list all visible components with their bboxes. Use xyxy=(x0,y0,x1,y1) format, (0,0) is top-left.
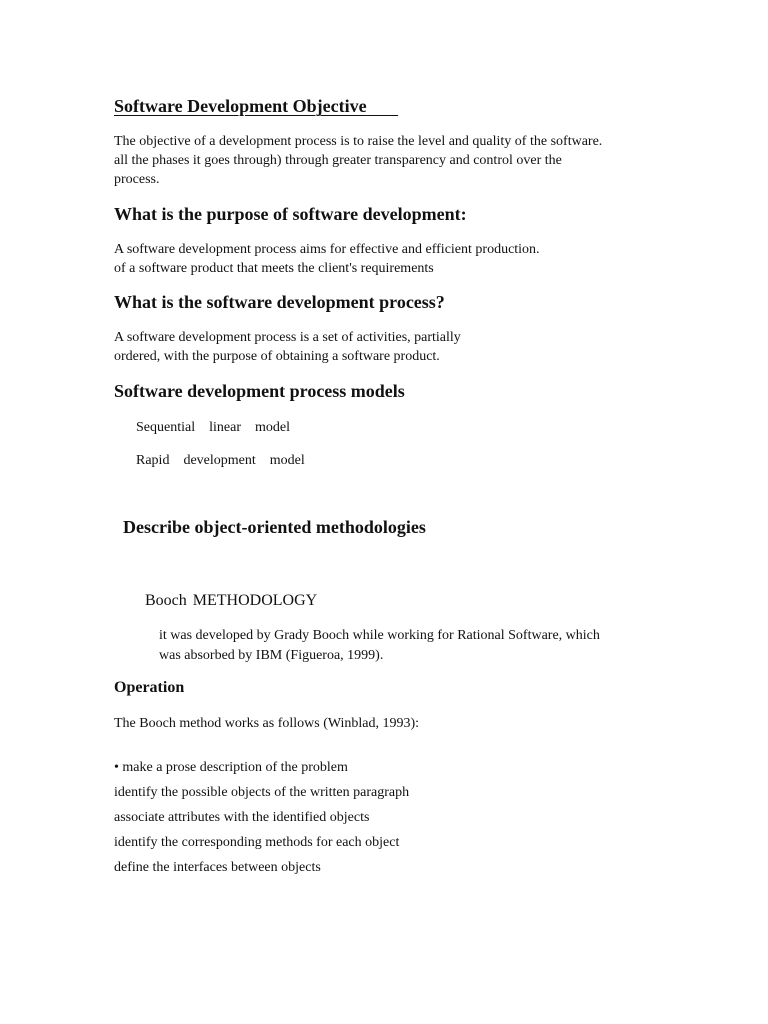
booch-line: was absorbed by IBM (Figueroa, 1999). xyxy=(159,648,384,663)
models-heading: Software development process models xyxy=(114,381,405,401)
list-item: identify the possible objects of the written paragraph xyxy=(114,785,410,800)
booch-line: it was developed by Grady Booch while working for Rational Software, which xyxy=(159,628,600,643)
document-title: Software Development Objective xyxy=(114,96,367,116)
model-word: linear xyxy=(209,420,241,435)
operation-intro: The Booch method works as follows (Winblad, 1993): xyxy=(114,716,420,731)
steps-list xyxy=(114,755,409,880)
booch-title xyxy=(145,592,317,610)
model-item-sequential xyxy=(136,418,290,437)
objective-line: all the phases it goes through) through greater transparency and control over the xyxy=(114,153,562,168)
list-item: define the interfaces between objects xyxy=(114,860,321,875)
model-item-rapid xyxy=(136,451,305,470)
purpose-line: A software development process aims for effective and efficient production. xyxy=(114,242,540,257)
list-item: identify the corresponding methods for each object xyxy=(114,835,400,850)
objective-line: The objective of a development process is to raise the level and quality of the software. xyxy=(114,134,603,149)
process-line: A software development process is a set of activities, partially xyxy=(114,330,461,345)
model-word: Sequential xyxy=(136,420,196,435)
purpose-paragraph xyxy=(114,240,540,278)
purpose-line: of a software product that meets the client's requirements xyxy=(114,261,434,276)
objective-line: process. xyxy=(114,172,160,187)
process-line: ordered, with the purpose of obtaining a software product. xyxy=(114,349,440,364)
operation-heading: Operation xyxy=(114,679,185,696)
purpose-heading: What is the purpose of software development: xyxy=(114,204,467,224)
process-paragraph xyxy=(114,328,461,366)
objective-paragraph xyxy=(114,132,602,189)
model-word: model xyxy=(269,453,305,468)
list-item: associate attributes with the identified objects xyxy=(114,810,370,825)
model-word: model xyxy=(254,420,290,435)
model-word: Rapid xyxy=(136,453,170,468)
process-heading: What is the software development process? xyxy=(114,292,445,312)
booch-word: Booch xyxy=(145,592,187,609)
list-item: • make a prose description of the problem xyxy=(114,760,348,775)
model-word: development xyxy=(183,453,256,468)
oo-methodologies-heading: Describe object-oriented methodologies xyxy=(123,517,426,537)
booch-word: METHODOLOGY xyxy=(192,592,318,609)
booch-paragraph xyxy=(159,626,600,666)
